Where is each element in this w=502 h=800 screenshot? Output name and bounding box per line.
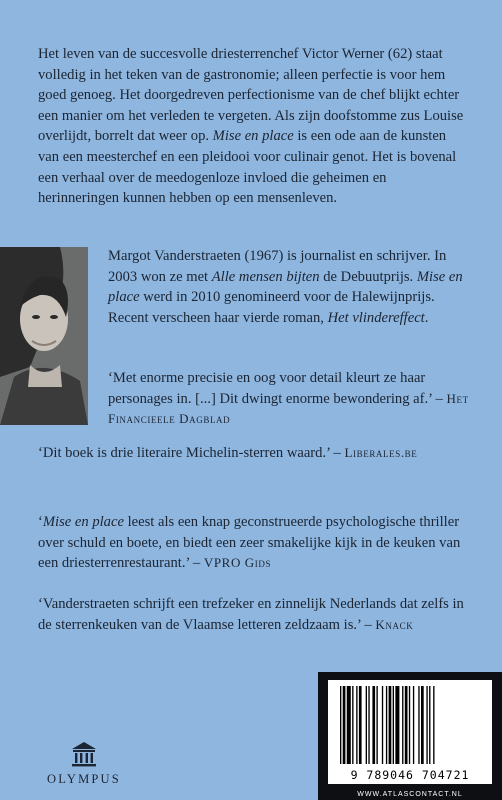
- author-debut-title: Alle mensen bijten: [211, 268, 320, 285]
- author-bio-text: .: [424, 309, 429, 326]
- barcode-bar: [352, 686, 353, 764]
- author-bio-text: Margot Vanderstraeten (1967) is journalist en schrijver. In 2003 won ze met: [108, 248, 447, 285]
- blurb-book-title: Mise en place: [212, 128, 294, 145]
- barcode-bar: [386, 686, 387, 764]
- barcode-bar: [366, 686, 367, 764]
- barcode-bar: [356, 686, 357, 764]
- quote-text: ‘Dit boek is drie literaire Michelin-sterren waard.’ –: [38, 445, 345, 461]
- barcode-bar: [413, 686, 414, 764]
- barcode-bar: [433, 686, 434, 764]
- author-photo: [0, 247, 88, 425]
- review-quote-1: [108, 368, 470, 430]
- barcode-bar: [393, 686, 394, 764]
- quote-text: ‘Met enorme precisie en oog voor detail kleurt ze haar personages in. [...] Dit dwingt enorme bewondering af.’ –: [108, 370, 447, 407]
- barcode-bars: [338, 686, 482, 766]
- review-quote-3: [38, 512, 470, 574]
- barcode-bar: [372, 686, 375, 764]
- quote-text: leest als een knap geconstrueerde psychologische thriller over schuld en boete, en biedt een zeer smakelijke kijk in de keuken van een driesterrenrestaurant.’ –: [38, 514, 461, 572]
- quote-text: ‘Vanderstraeten schrijft een trefzeker en zinnelijk Nederlands dat zelfs in de sterrenkeuken van de Vlaamse letteren zeldzaam is.’ –: [38, 596, 464, 633]
- publisher-name: OLYMPUS: [47, 772, 121, 786]
- barcode-bar: [359, 686, 362, 764]
- barcode-bar: [418, 686, 419, 764]
- temple-icon: [70, 740, 98, 768]
- blurb-text-rest: is een ode aan de kunsten van een meesterchef en een pleidooi voor culinair genot. Het is bovenal een verhaal over de meedogenloze invloed die geheimen en herinneringen kunnen hebben op een mensenleven.: [38, 128, 457, 207]
- author-fourth-title: Het vlindereffect: [327, 309, 425, 326]
- barcode-bar: [340, 686, 341, 764]
- review-quote-2: [38, 443, 470, 464]
- barcode-bar: [376, 686, 377, 764]
- quote-source: VPRO Gids: [203, 555, 272, 571]
- blurb-text: Het leven van de succesvolle driesterrenchef Victor Werner (62) staat volledig in het teken van de gastronomie; alleen perfectie is voor hem goed genoeg. Het doorgedreven perfectionisme van de chef blijkt echter een manier om het verleden te vergeten. Als zijn doofstomme zus Louise overlijdt, borrelt dat weer op.: [38, 46, 464, 145]
- barcode-panel: [318, 672, 502, 800]
- barcode-bar: [395, 686, 399, 764]
- barcode-bar: [405, 686, 408, 764]
- quote-open-mark: ‘: [38, 514, 43, 530]
- quote-source: Liberales.be: [344, 445, 418, 460]
- author-bio: [108, 246, 470, 328]
- quote-book-title: Mise en place: [42, 514, 124, 530]
- barcode-bar: [382, 686, 383, 764]
- author-book-title: Mise en place: [108, 268, 463, 306]
- quote-source: Knack: [375, 616, 414, 632]
- barcode-bar: [389, 686, 392, 764]
- barcode-bar: [368, 686, 369, 764]
- barcode-bar: [429, 686, 430, 764]
- barcode-bar: [402, 686, 403, 764]
- author-bio-text: de Debuutprijs.: [319, 268, 417, 285]
- quote-source: Het Financieele Dagblad: [108, 390, 469, 427]
- barcode-bar: [343, 686, 346, 764]
- barcode-bar: [347, 686, 351, 764]
- author-bio-text: werd in 2010 genomineerd voor de Halewijnprijs. Recent verscheen haar vierde roman,: [108, 289, 435, 326]
- barcode-bar: [421, 686, 424, 764]
- blurb: [38, 44, 470, 209]
- publisher-url: WWW.ATLASCONTACT.NL: [357, 791, 463, 798]
- barcode-bar: [409, 686, 410, 764]
- publisher-logo: [34, 740, 134, 787]
- barcode: [328, 680, 492, 784]
- review-quote-4: [38, 594, 470, 635]
- barcode-bar: [426, 686, 427, 764]
- isbn-number: 9 789046 704721: [350, 768, 470, 782]
